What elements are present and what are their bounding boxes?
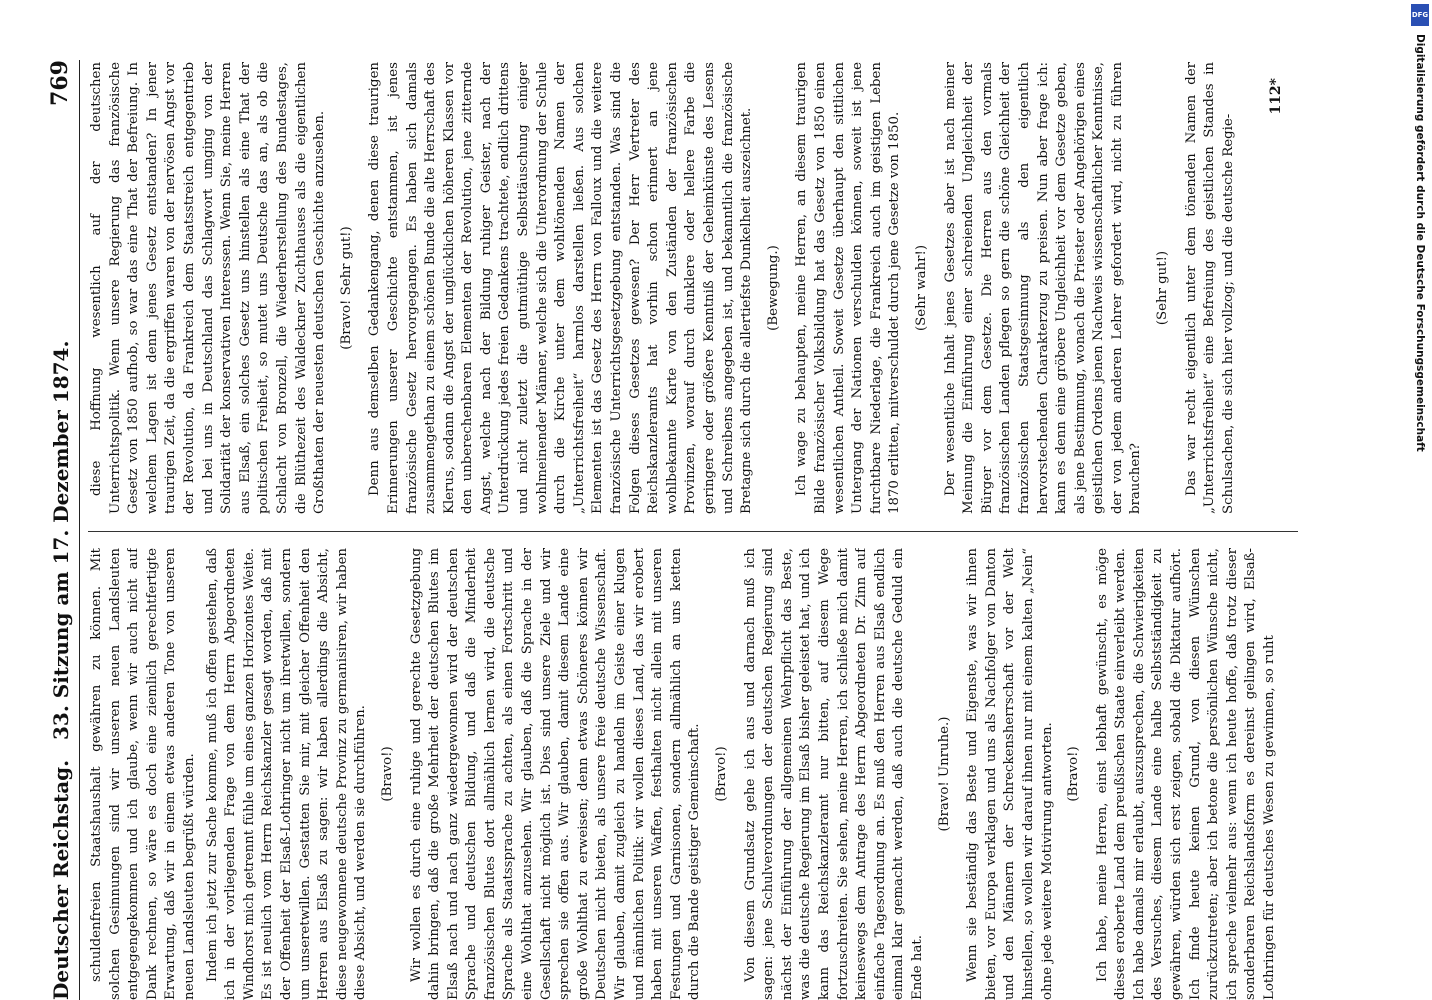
interjection: (Bewegung.) <box>765 245 781 331</box>
paragraph: Wenn sie beständig das Beste und Eigenste, was wir ihnen bieten, vor Europa verklagen und uns als Nachfolger von Danton und den Männern der Schreckensherrschaft vor der Welt hinstellen, so wollen wir darauf ihnen nur mit einem kalten „Nein“ ohne jede weitere Motivirung antworten. <box>965 548 1055 1000</box>
credit-text: Digitalisierung gefördert durch die Deutsche Forschungsgemeinschaft <box>1414 34 1426 452</box>
page-number: 769 <box>47 60 73 106</box>
signature-number: 112* <box>1268 78 1284 115</box>
dfg-logo-icon: DFG <box>1411 4 1429 26</box>
text-column-left <box>88 548 1278 1000</box>
paragraph: Der wesentliche Inhalt jenes Gesetzes aber ist nach meiner Meinung die Einführung einer schreienden Ungleichheit der Bürger vor dem Gesetze. Die Herren aus den vormals französischen Landen pflegen so gern die schöne Gleichheit der französischen Staatsgesinnung als den eigentlich hervorstechenden Charakterzug zu preisen. Nun aber frage ich: kann es denn eine gröbere Ungleichheit vor dem Gesetze geben, als jene Bestimmung, wonach die Priester oder Angehörigen eines geistlichen Ordens jenen Nachweis wissenschaftlicher Kenntnisse, der von jedem anderen Lehrer gefordert wird, nicht zu führen brauchen? <box>942 62 1144 514</box>
paragraph: Das war recht eigentlich unter dem tönenden Namen der „Unterrichtsfreiheit“ eine Befreiung des geistlichen Standes in Schulsachen, die sich hier vollzog; und die deutsche Regie- <box>1183 62 1236 514</box>
paragraph: Indem ich jetzt zur Sache komme, muß ich offen gestehen, daß ich in der vorliegenden Frage von dem Herrn Abgeordneten Windhorst mich getrennt fühle um eines ganzen Horizontes Weite. Es ist neulich vom Herrn Reichskanzler gesagt worden, daß mit der Offenheit der Elsaß-Lothringer nicht um ihretwillen, sondern um unseretwillen. Gestatten Sie mir, mit gleicher Offenheit den Herren aus Elsaß zu sagen: wir haben allerdings die Absicht, diese neugewonnene deutsche Provinz zu germanisiren, wir haben diese Absicht, und werden sie durchführen. <box>204 548 369 1000</box>
header-title: Deutscher Reichstag. <box>49 759 73 1000</box>
page-header <box>40 60 80 1000</box>
digitization-credit <box>1408 0 1432 1000</box>
paragraph: Ich wage zu behaupten, meine Herren, an diesem traurigen Bilde französischer Volksbildung hat das Gesetz von 1850 einen wesentlichen Antheil. Soweit Gesetze überhaupt den sittlichen Untergang der Nationen verschulden können, soweit ist jene furchtbare Niederlage, die Frankreich auch im geistigen Leben 1870 erlitten, mitverschuldet durch jene Gesetze von 1850. <box>794 62 903 514</box>
paragraph: Denn aus demselben Gedankengang, denen diese traurigen Erinnerungen unserer Geschichte entstammen, ist jenes französische Gesetz hervorgegangen. Es haben sich damals zusammengethan zu einem schönen Bunde die alte Herrschaft des Klerus, sodann die Angst der unglücklichen höheren Klassen vor den unberechenbaren Elementen der Revolution, jene zitternde Angst, welche nach der Bildung ruhiger Geister, nach der Unterdrückung jedes freien Gedankens trachtete, endlich drittens und nicht zuletzt die gutmüthige Selbsttäuschung einiger wohlmeinender Männer, welche sich die Unterordnung der Schule durch die Kirche unter dem wohltönenden Namen der „Unterrichtsfreiheit“ harmlos darstellen ließen. Aus solchen Elementen ist das Gesetz des Herrn von Falloux und die weitere französische Unterrichtsgesetzgebung entstanden. Was sind die Folgen dieses Gesetzes gewesen? Der Herr Vertreter des Reichskanzleramts hat vorhin schon erinnert an jene wohlbekannte Karte von den Zuständen der französischen Provinzen, worauf durch dunklere oder hellere Farbe die geringere oder größere Kenntniß der Geheimkünste des Lesens und Schreibens angegeben ist, und bekanntlich die französische Bretagne sich durch die allertiefste Dunkelheit auszeichnet. <box>367 62 755 514</box>
interjection: (Bravo!) <box>714 746 729 802</box>
interjection: (Bravo! Unruhe.) <box>936 716 952 832</box>
paragraph: Ich habe, meine Herren, einst lebhaft gewünscht, es möge dieses eroberte Land dem preußischen Staate einverleibt werden. Ich habe damals mir erlaubt, auszusprechen, die Schwierigkeiten des Versuches, diesem Lande eine halbe Selbstständigkeit zu gewähren, würden sich erst zeigen, sobald die Diktatur aufhört. Ich finde heute keinen Grund, von diesen Wünschen zurückzutreten; aber ich betone die persönlichen Wünsche nicht, ich spreche vielmehr aus: wenn ich heute hoffe, daß trotz dieser sonderbaren Reichslandsform es dereinst gelingen wird, Elsaß-Lothringen für deutsches Wesen zu gewinnen, so ruht <box>1094 548 1278 1000</box>
interjection: (Bravo!) <box>379 746 395 802</box>
paragraph: Wir wollen es durch eine ruhige und gerechte Gesetzgebung dahin bringen, daß die große Mehrheit der deutschen Blutes im Elsaß nach und nach ganz wiedergewonnen wird der deutschen Sprache und deutschen Bildung, und daß die Minderheit französischen Blutes dort allmählich lernen wird, die deutsche Sprache als Staatssprache zu achten, als einen Fortschritt und eine Wohlthat anzusehen. Wir glauben, daß die Sprache in der Gesellschaft nicht möglich ist. Dies sind unsere Ziele und wir sprechen sie offen aus. Wir glauben, damit diesem Lande eine große Wohlthat zu erweisen; denn etwas Schöneres können wir Deutschen nicht bieten, als unsere freie deutsche Wissenschaft. Wir glauben, damit zugleich zu handeln im Geiste einer klugen und männlichen Politik: wir wollen dieses Land, das wir erobert haben mit unseren Waffen, festhalten nicht allein mit unseren Festungen und Garnisonen, sondern allmählich an uns ketten durch die Bande geistiger Gemeinschaft. <box>408 548 703 1000</box>
interjection: (Sehr wahr!) <box>913 244 929 332</box>
interjection: (Sehr gut!) <box>1155 250 1171 326</box>
interjection: (Bravo! Sehr gut!) <box>338 226 354 350</box>
column-divider <box>88 531 1298 532</box>
paragraph: diese Hoffnung wesentlich auf der deutschen Unterrichtspolitik. Wenn unsere Regierung das französische Gesetz von 1850 aufhob, so war das eine That der Befreiung. In welchem Lagen ist denn jenes Gesetz entstanden? In jener traurigen Zeit, da die ergriffen waren von der nervösen Angst vor der Revolution, da Frankreich dem Staatsstreich entgegentrieb und bei uns in Deutschland das Schlagwort umging von der Solidarität der konservativen Interessen. Wenn Sie, meine Herren aus Elsaß, ein solches Gesetz uns hinstellen als eine That der politischen Freiheit, so mutet uns Deutsche das an, als ob die Schlacht von Bronzell, die Wiederherstellung des Bundestages, die Blüthezeit des Waldeckner Zuchthauses als die eigentlichen Großthaten der neuesten deutschen Geschichte anzusehen. <box>89 62 328 514</box>
paragraph: schuldenfreien Staatshaushalt gewähren zu können. Mit solchen Gesinnungen sind wir unseren neuen Landsleuten entgegengekommen und ich glaube, wenn wir auch nicht auf Dank rechnen, so wäre es doch eine ziemlich gerechtfertigte Erwartung, daß wir in einem etwas anderen Tone von unseren neuen Landsleuten begrüßt würden. <box>89 548 197 1000</box>
text-column-right <box>88 62 1278 514</box>
paragraph: Von diesem Grundsatz gehe ich aus und darnach muß ich sagen: jene Schulverordnungen der deutschen Regierung sind nächst der Einführung der allgemeinen Wehrpflicht das Beste, was die deutsche Regierung im Elsaß bisher geleistet hat, und ich kann das Reichskanzleramt nur bitten, auf diesem Wege fortzuschreiten. Sie sehen, meine Herren, ich schließe mich damit keineswegs dem Antrage des Herrn Abgeordneten Dr. Zinn auf einfache Tagesordnung an. Es muß den Herren aus Elsaß endlich einmal klar gemacht werden, daß auch die deutsche Geduld ein Ende hat. <box>742 548 925 1000</box>
rotated-document-page <box>40 60 1412 1000</box>
interjection: (Bravo!) <box>1066 746 1082 802</box>
header-session: 33. Sitzung am 17. Dezember 1874. <box>49 340 73 740</box>
